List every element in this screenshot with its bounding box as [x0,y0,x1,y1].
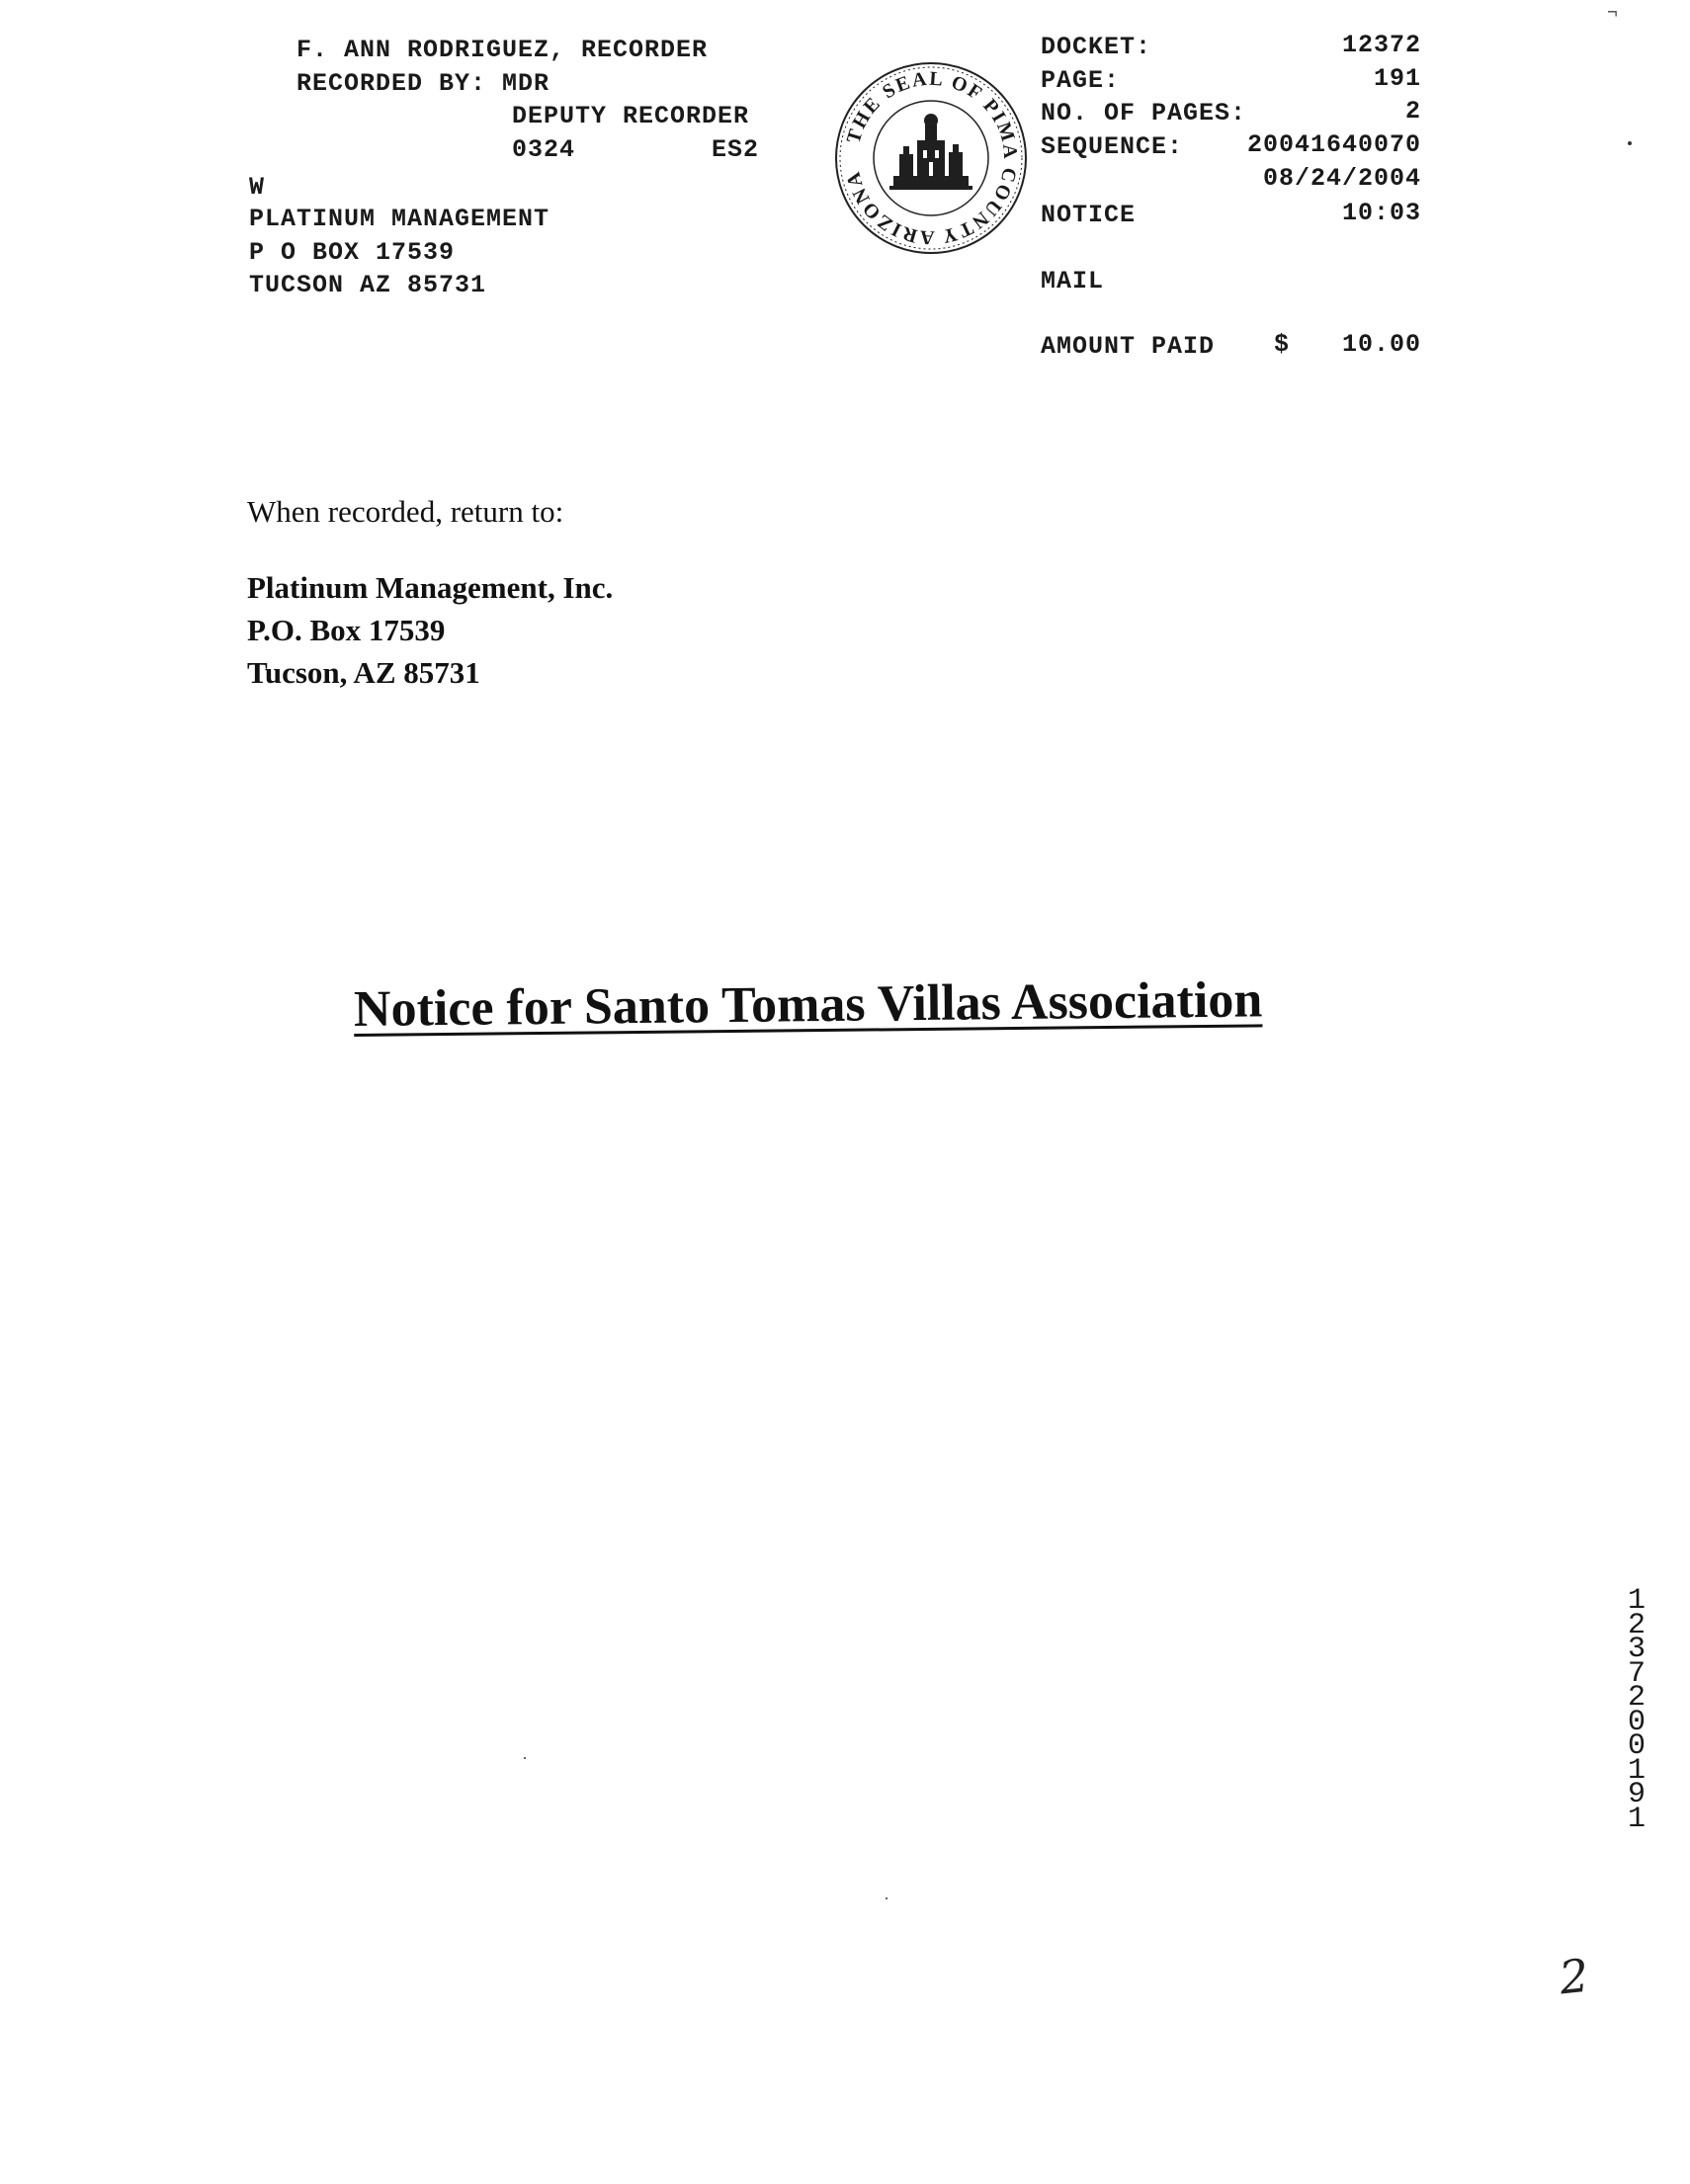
addressee-name: PLATINUM MANAGEMENT [249,205,550,233]
addressee-city: TUCSON AZ 85731 [249,271,487,299]
scan-speck [524,1757,526,1759]
addressee-mark: W [249,173,266,202]
county-seal [832,59,1030,257]
page-label: PAGE: [1041,66,1121,95]
recording-date: 08/24/2004 [1262,164,1421,193]
amount-label: AMOUNT PAID [1041,332,1216,361]
seal-text: THE SEAL OF PIMA COUNTY ARIZONA [841,67,1022,249]
document-type: NOTICE [1041,201,1137,229]
delivery-method: MAIL [1041,267,1105,295]
sequence-value: 20041640070 [1246,130,1421,159]
docket-label: DOCKET: [1041,33,1152,61]
amount-currency: $ [1274,330,1291,359]
handwritten-page-number: 2 [1557,1948,1592,2005]
addressee-box: P O BOX 17539 [249,238,456,267]
docket-value: 12372 [1341,31,1421,59]
amount-value: 10.00 [1341,330,1421,359]
recorder-code-right: ES2 [712,135,760,164]
return-to-city: Tucson, AZ 85731 [247,655,480,690]
deputy-recorder: DEPUTY RECORDER [512,102,750,130]
scan-speck [1628,141,1632,145]
page-value: 191 [1373,64,1421,93]
corner-mark: ¬ [1607,4,1618,24]
pages-label: NO. OF PAGES: [1041,99,1247,127]
return-to-company: Platinum Management, Inc. [247,570,614,605]
scan-speck [886,1897,887,1899]
return-to-label: When recorded, return to: [247,494,564,529]
recorder-code-left: 0324 [512,135,576,164]
docket-page-stamp: 12372 00191 [1627,1584,1646,1836]
sequence-label: SEQUENCE: [1041,132,1184,161]
recorder-name: F. ANN RODRIGUEZ, RECORDER [296,36,709,64]
seal-emblem-icon [889,114,972,190]
document-title: Notice for Santo Tomas Villas Association [353,971,1263,1038]
recording-time: 10:03 [1341,199,1421,227]
return-to-address [247,566,613,694]
recorded-by: RECORDED BY: MDR [296,69,550,98]
return-to-box: P.O. Box 17539 [247,613,446,647]
pages-value: 2 [1404,97,1421,126]
